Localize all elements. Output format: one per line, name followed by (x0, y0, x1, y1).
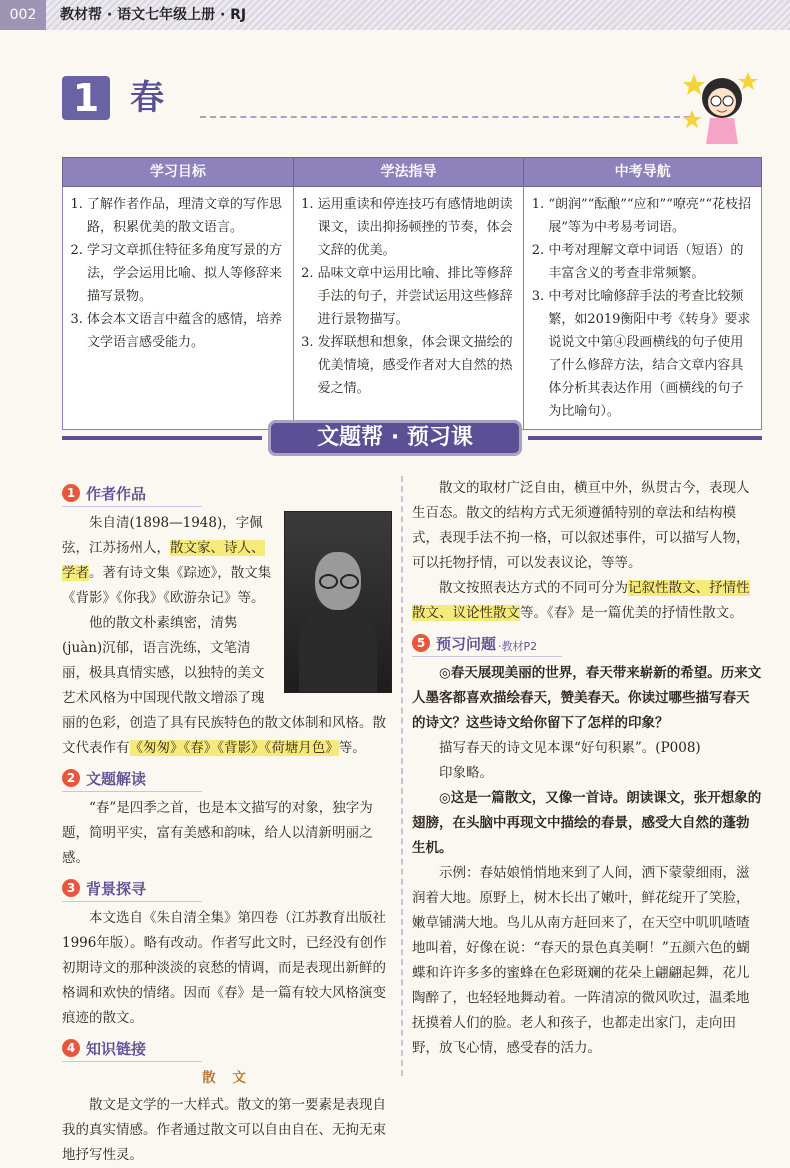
answer: 印象略。 (439, 765, 493, 781)
section-preview-questions (412, 630, 562, 657)
list-item: 3. 发挥联想和想象，体会课文描绘的优美情境，感受作者对大自然的热爱之情。 (318, 331, 518, 400)
right-column (412, 476, 762, 1061)
table-header-exam: 中考导航 (524, 158, 762, 187)
table-cell-goals (63, 187, 294, 430)
section-banner: 文题帮 · 预习课 (268, 420, 522, 456)
paragraph: 散文按照表达方式的不同可分为记叙性散文、抒情性散文、议论性散文等。《春》是一篇优美的抒情性散文。 (412, 580, 750, 621)
paragraph: 他的散文朴素缜密，清隽(juàn)沉郁，语言洗练，文笔清丽，极具真情实感，以独特的美文艺术风格为中国现代散文增添了瑰丽的色彩，创造了具有民族特色的散文体制和风格。散文代表作有《匆匆》《春》《背影》《荷塘月色》等。 (62, 615, 386, 756)
list-item: 2. 品味文章中运用比喻、排比等修辞手法的句子，并尝试运用这些修辞进行景物描写。 (318, 262, 518, 331)
banner-line-right (528, 436, 762, 440)
list-item: 1. 运用重读和停连技巧有感情地朗读课文，读出抑扬顿挫的节奏，体会文辞的优美。 (318, 193, 518, 262)
section-title: 预习问题 (436, 634, 497, 653)
answer: 示例：春姑娘悄悄地来到了人间，洒下蒙蒙细雨，滋润着大地。原野上，树木长出了嫩叶，鲜花绽开了笑脸，嫩草铺满大地。鸟儿从南方赶回来了，在天空中叽叽喳喳地叫着，好像在说：“春天的景色真美啊！”五颜六色的蝴蝶和许许多多的蜜蜂在色彩斑斓的花朵上翩翩起舞，花儿陶醉了，也轻轻地舞动着。一阵清凉的微风吹过，温柔地抚摸着人们的脸。老人和孩子，也都走出家门，走向田野，放飞心情，感受春的活力。 (412, 865, 750, 1056)
list-item: 1. 了解作者作品，理清文章的写作思路，积累优美的散文语言。 (87, 193, 287, 239)
subsection-title: 散 文 (202, 1070, 252, 1086)
list-item: 3. 中考对比喻修辞手法的考查比较频繁，如2019衡阳中考《转身》要求说说文中第④段画横线的句子使用了什么修辞方法，结合文章内容具体分析其表达作用（画横线的句子为比喻句）。 (548, 285, 755, 423)
paragraph: 散文的取材广泛自由，横亘中外，纵贯古今，表现人生百态。散文的结构方式无须遵循特别的章法和结构模式，表现手法不拘一格，可以叙述事件，可以描写人物，可以托物抒情，可以发表议论，等等。 (412, 480, 750, 571)
list-item: 2. 学习文章抓住特征多角度写景的方法，学会运用比喻、拟人等修辞来描写景物。 (87, 239, 287, 308)
list-item: 2. 中考对理解文章中词语（短语）的丰富含义的考查非常频繁。 (548, 239, 755, 285)
section-number: 1 (62, 484, 80, 502)
left-column (62, 476, 392, 1168)
section-number: 5 (412, 634, 430, 652)
author-photo (284, 511, 392, 693)
section-title: 知识链接 (86, 1039, 147, 1058)
section-author (62, 480, 202, 507)
question: ◎这是一篇散文，又像一首诗。朗读课文，张开想象的翅膀，在头脑中再现文中描绘的春景，感受大自然的蓬勃生机。 (412, 790, 762, 856)
lesson-number: 1 (62, 76, 110, 120)
question: ◎春天展现美丽的世界，春天带来崭新的希望。历来文人墨客都喜欢描绘春天，赞美春天。你读过哪些描写春天的诗文？这些诗文给你留下了怎样的印象？ (412, 665, 762, 731)
banner-line-left (62, 436, 262, 440)
title-dash-line (200, 116, 690, 118)
section-title: 文题解读 (86, 769, 147, 788)
page-number: 002 (0, 0, 46, 30)
cartoon-girl-icon (682, 66, 762, 146)
textbook-reference: ·教材P2 (498, 640, 538, 653)
paragraph: 本文选自《朱自清全集》第四卷（江苏教育出版社1996年版）。略有改动。作者写此文时，已经没有创作初期诗文的那种淡淡的哀愁的情调，而是表现出新鲜的格调和欢快的情绪。因而《春》是一篇有较大风格演变痕迹的散文。 (62, 910, 387, 1026)
book-title: 教材帮 · 语文七年级上册 · RJ (60, 7, 247, 23)
section-title: 作者作品 (86, 484, 147, 503)
list-item: 1. “朗润”“酝酿”“应和”“嘹亮”“花枝招展”等为中考易考词语。 (548, 193, 755, 239)
table-cell-exam (524, 187, 762, 430)
section-knowledge (62, 1035, 202, 1062)
section-title-analysis (62, 765, 202, 792)
table-cell-methods (293, 187, 524, 430)
list-item: 3. 体会本文语言中蕴含的感情，培养文学语言感受能力。 (87, 308, 287, 354)
column-divider (401, 476, 403, 1076)
paragraph: “春”是四季之首，也是本文描写的对象，独字为题，简明平实，富有美感和韵味，给人以清新明丽之感。 (62, 800, 373, 866)
section-title: 背景探寻 (86, 879, 147, 898)
lesson-title: 春 (130, 78, 164, 118)
paragraph: 散文是文学的一大样式。散文的第一要素是表现自我的真实情感。作者通过散文可以自由自在、无拘无束地抒写性灵。 (62, 1097, 386, 1163)
section-number: 4 (62, 1039, 80, 1057)
paragraph: 朱自清(1898—1948)，字佩弦，江苏扬州人，散文家、诗人、学者。著有诗文集《踪迹》，散文集《背影》《你我》《欧游杂记》等。 (62, 515, 272, 606)
goals-table (62, 157, 762, 430)
section-number: 2 (62, 769, 80, 787)
answer: 描写春天的诗文见本课“好句积累”。(P008) (439, 740, 701, 756)
table-header-goals: 学习目标 (63, 158, 294, 187)
section-background (62, 875, 202, 902)
table-header-methods: 学法指导 (293, 158, 524, 187)
section-number: 3 (62, 879, 80, 897)
